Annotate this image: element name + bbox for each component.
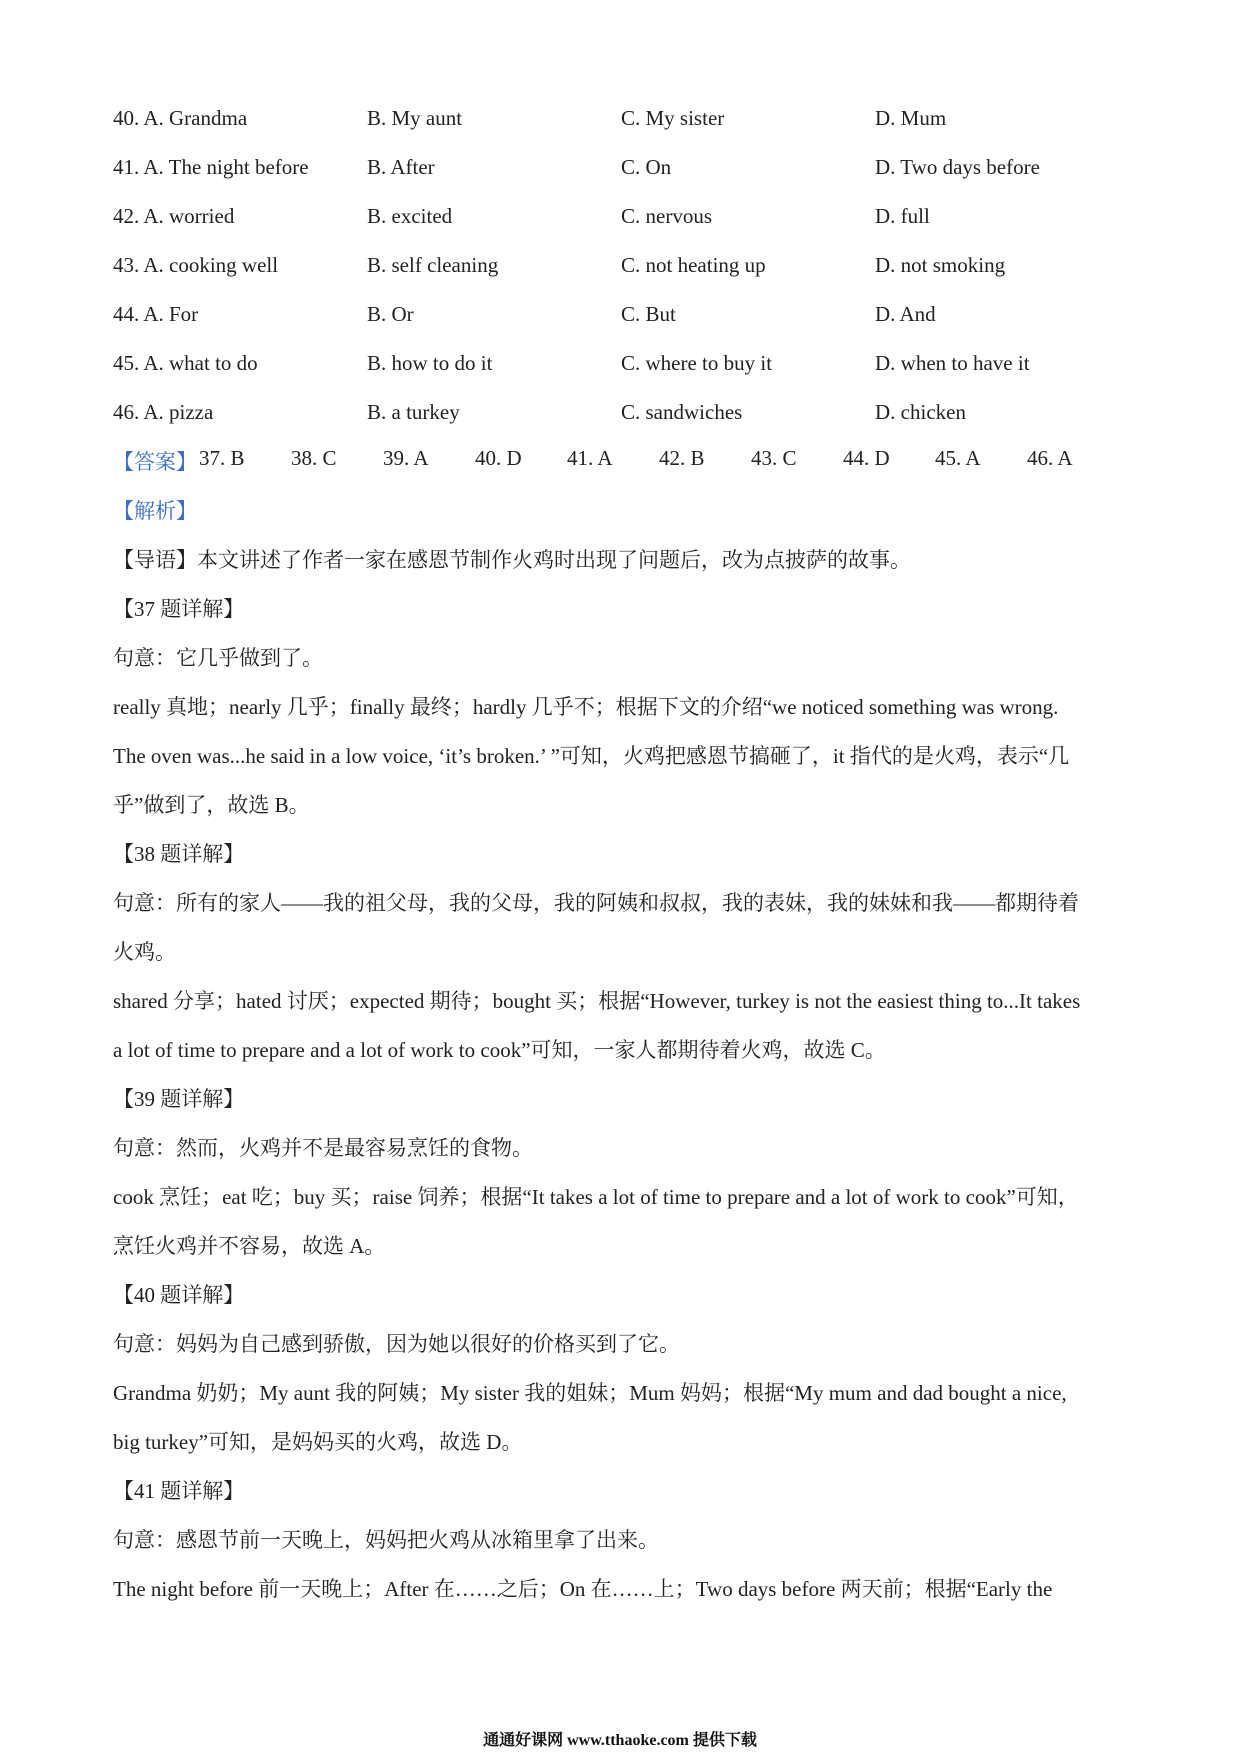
option-row <box>113 204 1113 234</box>
text-line: 火鸡。 <box>113 940 176 964</box>
option-row <box>113 400 1113 430</box>
answer-item: 44. D <box>843 446 890 470</box>
answer-item: 38. C <box>291 446 337 470</box>
option-d: D. chicken <box>875 400 966 424</box>
text-line: 烹饪火鸡并不容易，故选 A。 <box>113 1234 386 1258</box>
option-row <box>113 351 1113 381</box>
option-b: B. self cleaning <box>367 253 499 277</box>
option-a: 41. A. The night before <box>113 155 309 179</box>
text-line: cook 烹饪；eat 吃；buy 买；raise 饲养；根据“It takes a lot of time to prepare and a lot of work to cook”可知， <box>113 1185 1079 1209</box>
answer-item: 39. A <box>383 446 429 470</box>
option-row <box>113 155 1113 185</box>
option-c: C. But <box>621 302 676 326</box>
option-d: D. Two days before <box>875 155 1040 179</box>
text-line: 乎”做到了，故选 B。 <box>113 793 310 817</box>
text-line: big turkey”可知，是妈妈买的火鸡，故选 D。 <box>113 1430 523 1454</box>
text-line: 句意：它几乎做到了。 <box>113 646 323 670</box>
answer-item: 46. A <box>1027 446 1073 470</box>
text-line: The oven was...he said in a low voice, ‘it’s broken.’ ”可知，火鸡把感恩节搞砸了，it 指代的是火鸡，表示“几 <box>113 744 1070 768</box>
answer-item: 42. B <box>659 446 705 470</box>
option-row <box>113 106 1113 136</box>
text-line: really 真地；nearly 几乎；finally 最终；hardly 几乎不；根据下文的介绍“we noticed something was wrong. <box>113 695 1059 719</box>
intro-line: 【导语】本文讲述了作者一家在感恩节制作火鸡时出现了问题后，改为点披萨的故事。 <box>113 548 911 572</box>
option-a: 43. A. cooking well <box>113 253 279 277</box>
option-c: C. sandwiches <box>621 400 743 424</box>
text-line: 句意：妈妈为自己感到骄傲，因为她以很好的价格买到了它。 <box>113 1332 680 1356</box>
option-a: 44. A. For <box>113 302 199 326</box>
option-b: B. My aunt <box>367 106 463 130</box>
answer-item: 43. C <box>751 446 797 470</box>
option-d: D. when to have it <box>875 351 1030 375</box>
text-line: Grandma 奶奶；My aunt 我的阿姨；My sister 我的姐妹；Mum 妈妈；根据“My mum and dad bought a nice, <box>113 1381 1067 1405</box>
option-c: C. nervous <box>621 204 712 228</box>
option-a: 40. A. Grandma <box>113 106 248 130</box>
option-d: D. And <box>875 302 936 326</box>
text-line: 句意：然而，火鸡并不是最容易烹饪的食物。 <box>113 1136 533 1160</box>
answer-item: 45. A <box>935 446 981 470</box>
answer-item: 37. B <box>199 446 245 470</box>
option-d: D. not smoking <box>875 253 1006 277</box>
answer-item: 41. A <box>567 446 613 470</box>
answer-key <box>113 446 1133 476</box>
option-c: C. not heating up <box>621 253 766 277</box>
option-c: C. On <box>621 155 672 179</box>
option-b: B. excited <box>367 204 453 228</box>
option-b: B. Or <box>367 302 414 326</box>
option-d: D. full <box>875 204 930 228</box>
text-line: 句意：所有的家人——我的祖父母，我的父母，我的阿姨和叔叔，我的表妹，我的妹妹和我——都期待着 <box>113 891 1079 915</box>
section-heading: 【38 题详解】 <box>113 842 245 866</box>
option-row <box>113 253 1113 283</box>
answer-label: 【答案】 <box>113 450 197 474</box>
text-line: 句意：感恩节前一天晚上，妈妈把火鸡从冰箱里拿了出来。 <box>113 1528 659 1552</box>
option-b: B. After <box>367 155 435 179</box>
footer-watermark: 通通好课网 www.tthaoke.com 提供下载 <box>483 1732 757 1749</box>
option-d: D. Mum <box>875 106 947 130</box>
option-row <box>113 302 1113 332</box>
analysis-label: 【解析】 <box>113 499 197 523</box>
option-b: B. a turkey <box>367 400 460 424</box>
text-line: a lot of time to prepare and a lot of work to cook”可知，一家人都期待着火鸡，故选 C。 <box>113 1038 886 1062</box>
option-a: 45. A. what to do <box>113 351 258 375</box>
section-heading: 【39 题详解】 <box>113 1087 245 1111</box>
option-a: 46. A. pizza <box>113 400 214 424</box>
option-a: 42. A. worried <box>113 204 235 228</box>
text-line: shared 分享；hated 讨厌；expected 期待；bought 买；根据“However, turkey is not the easiest thing to...It takes <box>113 989 1081 1013</box>
section-heading: 【37 题详解】 <box>113 597 245 621</box>
option-c: C. My sister <box>621 106 725 130</box>
option-c: C. where to buy it <box>621 351 773 375</box>
section-heading: 【40 题详解】 <box>113 1283 245 1307</box>
text-line: The night before 前一天晚上；After 在……之后；On 在……上；Two days before 两天前；根据“Early the <box>113 1577 1053 1601</box>
option-b: B. how to do it <box>367 351 493 375</box>
section-heading: 【41 题详解】 <box>113 1479 245 1503</box>
answer-item: 40. D <box>475 446 522 470</box>
